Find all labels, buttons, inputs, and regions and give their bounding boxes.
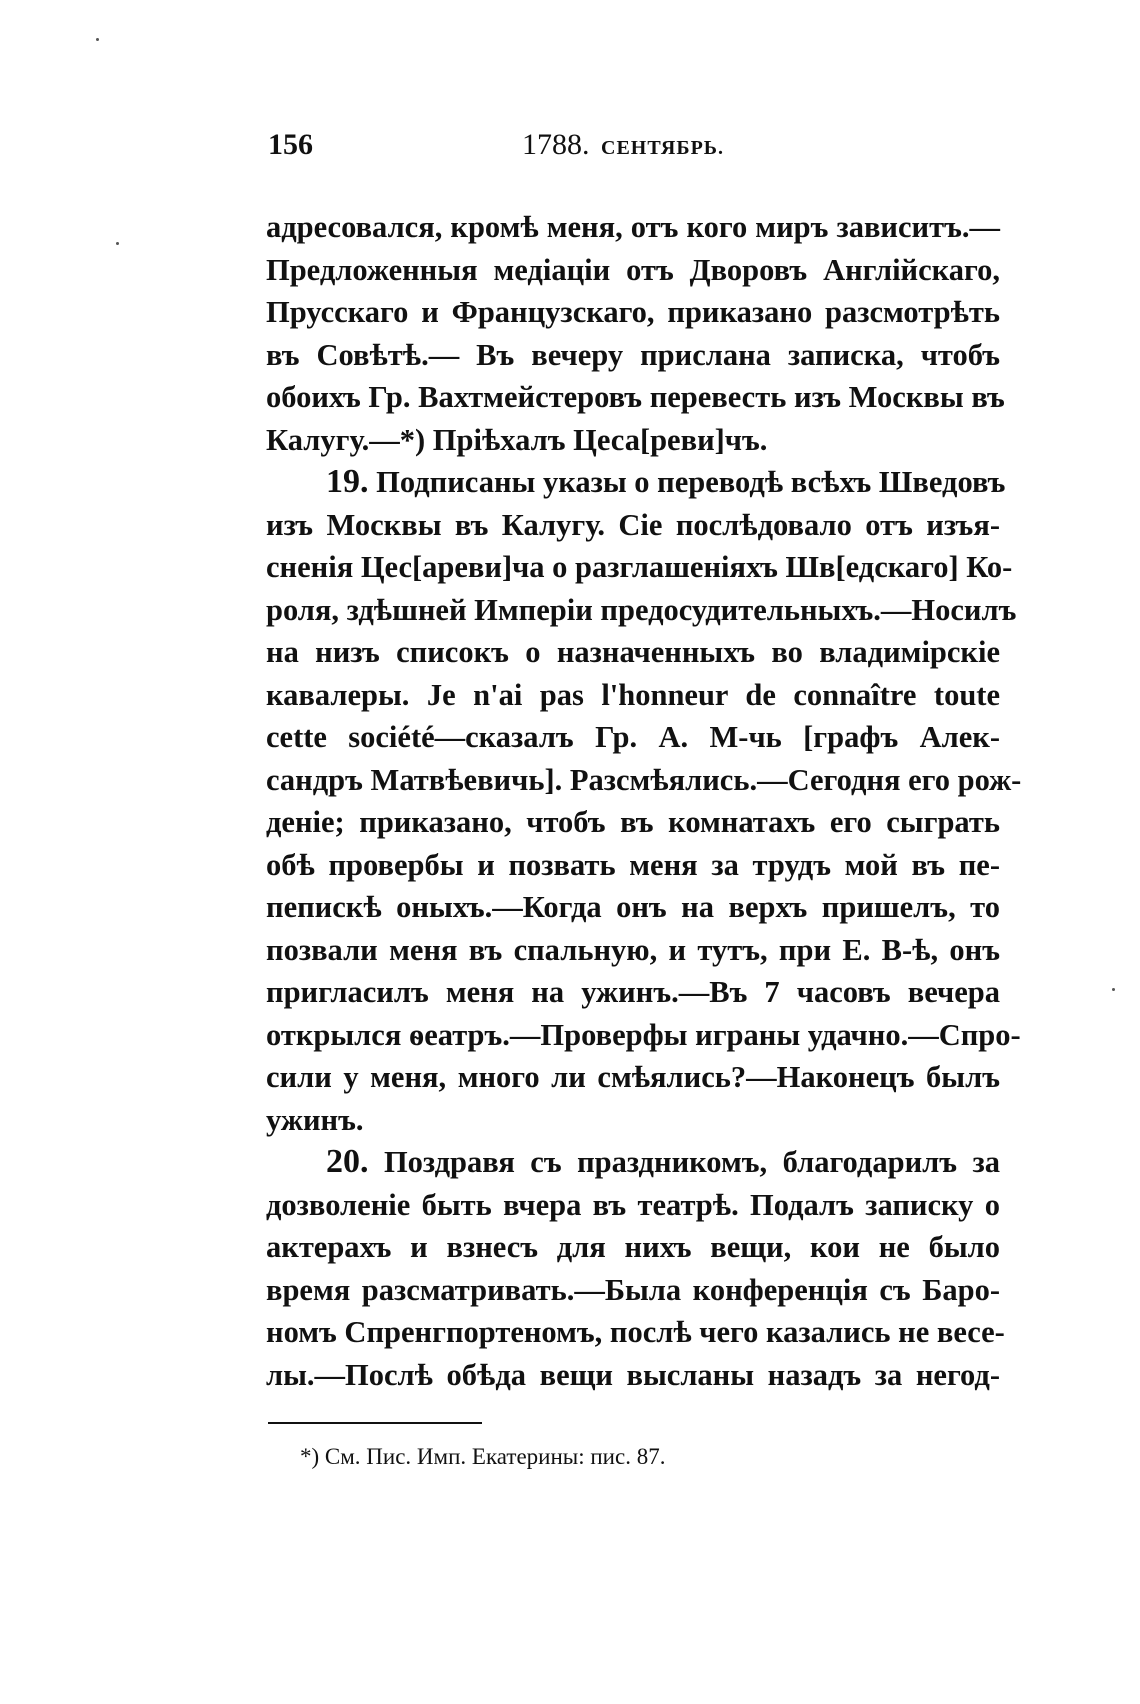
text-line	[266, 249, 1000, 292]
text-line-content: дозволеніе быть вчера въ театрѣ. Подалъ записку о	[266, 1187, 1000, 1222]
text-line	[266, 376, 1005, 419]
text-line-content: лы.—Послѣ обѣда вещи высланы назадъ за негод-	[266, 1357, 1000, 1392]
page-number: 156	[268, 128, 313, 161]
text-line	[266, 206, 1000, 249]
text-line	[266, 504, 1000, 547]
text-line	[266, 1014, 1021, 1057]
text-line	[266, 844, 1000, 887]
margin-speck	[116, 242, 119, 245]
text-line	[266, 1099, 1000, 1142]
footnote: *) См. Пис. Имп. Екатерины: пис. 87.	[300, 1444, 666, 1469]
text-line	[266, 929, 1000, 972]
text-line-content: въ Совѣтѣ.— Въ вечеру прислана записка, чтобъ	[266, 337, 1000, 372]
running-head-month: СЕНТЯБРЬ.	[601, 137, 725, 159]
text-line	[266, 716, 1000, 759]
text-line-content: пепискѣ оныхъ.—Когда онъ на верхъ пришелъ, то	[266, 890, 1000, 924]
text-line-content: роля, здѣшней Имперіи предосудительныхъ.—Носилъ	[266, 592, 1017, 627]
text-line	[266, 419, 1000, 462]
text-line-content: обѣ провербы и позвать меня за трудъ мой въ пе-	[266, 847, 1000, 882]
text-line	[266, 631, 1000, 674]
text-line-content: изъ Москвы въ Калугу. Сіе послѣдовало отъ изъя-	[266, 507, 1000, 542]
text-line	[266, 674, 1000, 717]
text-line-content: актерахъ и взнесъ для нихъ вещи, кои не было	[266, 1230, 1000, 1264]
text-line-content: деніе; приказано, чтобъ въ комнатахъ его сыграть	[266, 805, 1000, 839]
text-line-content: Подписаны указы о переводѣ всѣхъ Шведовъ	[368, 465, 1006, 499]
text-line	[266, 1056, 1000, 1099]
text-line-content: Предложенныя медіаціи отъ Дворовъ Англійскаго,	[266, 252, 1000, 287]
margin-speck	[1112, 988, 1115, 991]
text-line-content: время разсматривать.—Была конференція съ Баро-	[266, 1272, 1000, 1307]
text-line-content: сили у меня, много ли смѣялись?—Наконецъ былъ	[266, 1060, 1000, 1094]
text-line-content: Калугу.—*) Пріѣхалъ Цеса[реви]чъ.	[266, 422, 768, 457]
text-line	[266, 334, 1000, 377]
running-head-year: 1788.	[522, 128, 590, 161]
text-line-content: на низъ списокъ о назначенныхъ во владимірскіе	[266, 635, 1000, 669]
body-text	[266, 206, 1022, 1396]
text-line	[266, 886, 1000, 929]
text-line	[266, 461, 1006, 504]
text-line-content: Поздравя съ праздникомъ, благодарилъ за	[368, 1145, 1000, 1179]
text-line-content: сандръ Матвѣевичь]. Разсмѣялись.—Сегодня его рож-	[266, 762, 1022, 797]
margin-speck	[96, 38, 99, 41]
text-line	[266, 1311, 1005, 1354]
text-line	[266, 1226, 1000, 1269]
text-line	[266, 801, 1000, 844]
text-line-content: Прусскаго и Французскаго, приказано разсмотрѣть	[266, 295, 1000, 329]
text-line	[266, 1141, 1000, 1184]
text-line-content: ужинъ.	[266, 1102, 364, 1137]
text-line	[266, 1184, 1000, 1227]
text-line-content: кавалеры. Je n'ai pas l'honneur de connaître toute	[266, 677, 1000, 712]
text-line-content: сненія Цес[ареви]ча о разглашеніяхъ Шв[едскаго] Ко-	[266, 550, 1013, 584]
text-line-content: открылся ѳеатръ.—Проверфы играны удачно.—Спро-	[266, 1017, 1021, 1052]
text-line-content: пригласилъ меня на ужинъ.—Въ 7 часовъ вечера	[266, 975, 1000, 1009]
page-header	[268, 128, 1002, 172]
text-line-content: позвали меня въ спальную, и тутъ, при Е. В-ѣ, онъ	[266, 932, 1000, 967]
running-head	[522, 128, 724, 162]
text-line-content: адресовался, кромѣ меня, отъ кого миръ зависитъ.—	[266, 210, 1000, 244]
text-line	[266, 546, 1013, 589]
text-line	[266, 589, 1017, 632]
text-line-content: обоихъ Гр. Вахтмейстеровъ перевесть изъ Москвы въ	[266, 380, 1005, 414]
text-line-content: cette société—сказалъ Гр. А. М-чь [графъ Алек-	[266, 720, 1000, 754]
text-line	[266, 291, 1000, 334]
entry-date-number: 19.	[326, 463, 369, 500]
text-line	[266, 759, 1022, 802]
text-line	[266, 971, 1000, 1014]
entry-date-number: 20.	[326, 1143, 369, 1180]
text-line	[266, 1354, 1000, 1397]
text-line-content: номъ Спренгпортеномъ, послѣ чего казались не весе-	[266, 1315, 1005, 1349]
footnote-rule	[268, 1422, 482, 1424]
text-line	[266, 1269, 1000, 1312]
